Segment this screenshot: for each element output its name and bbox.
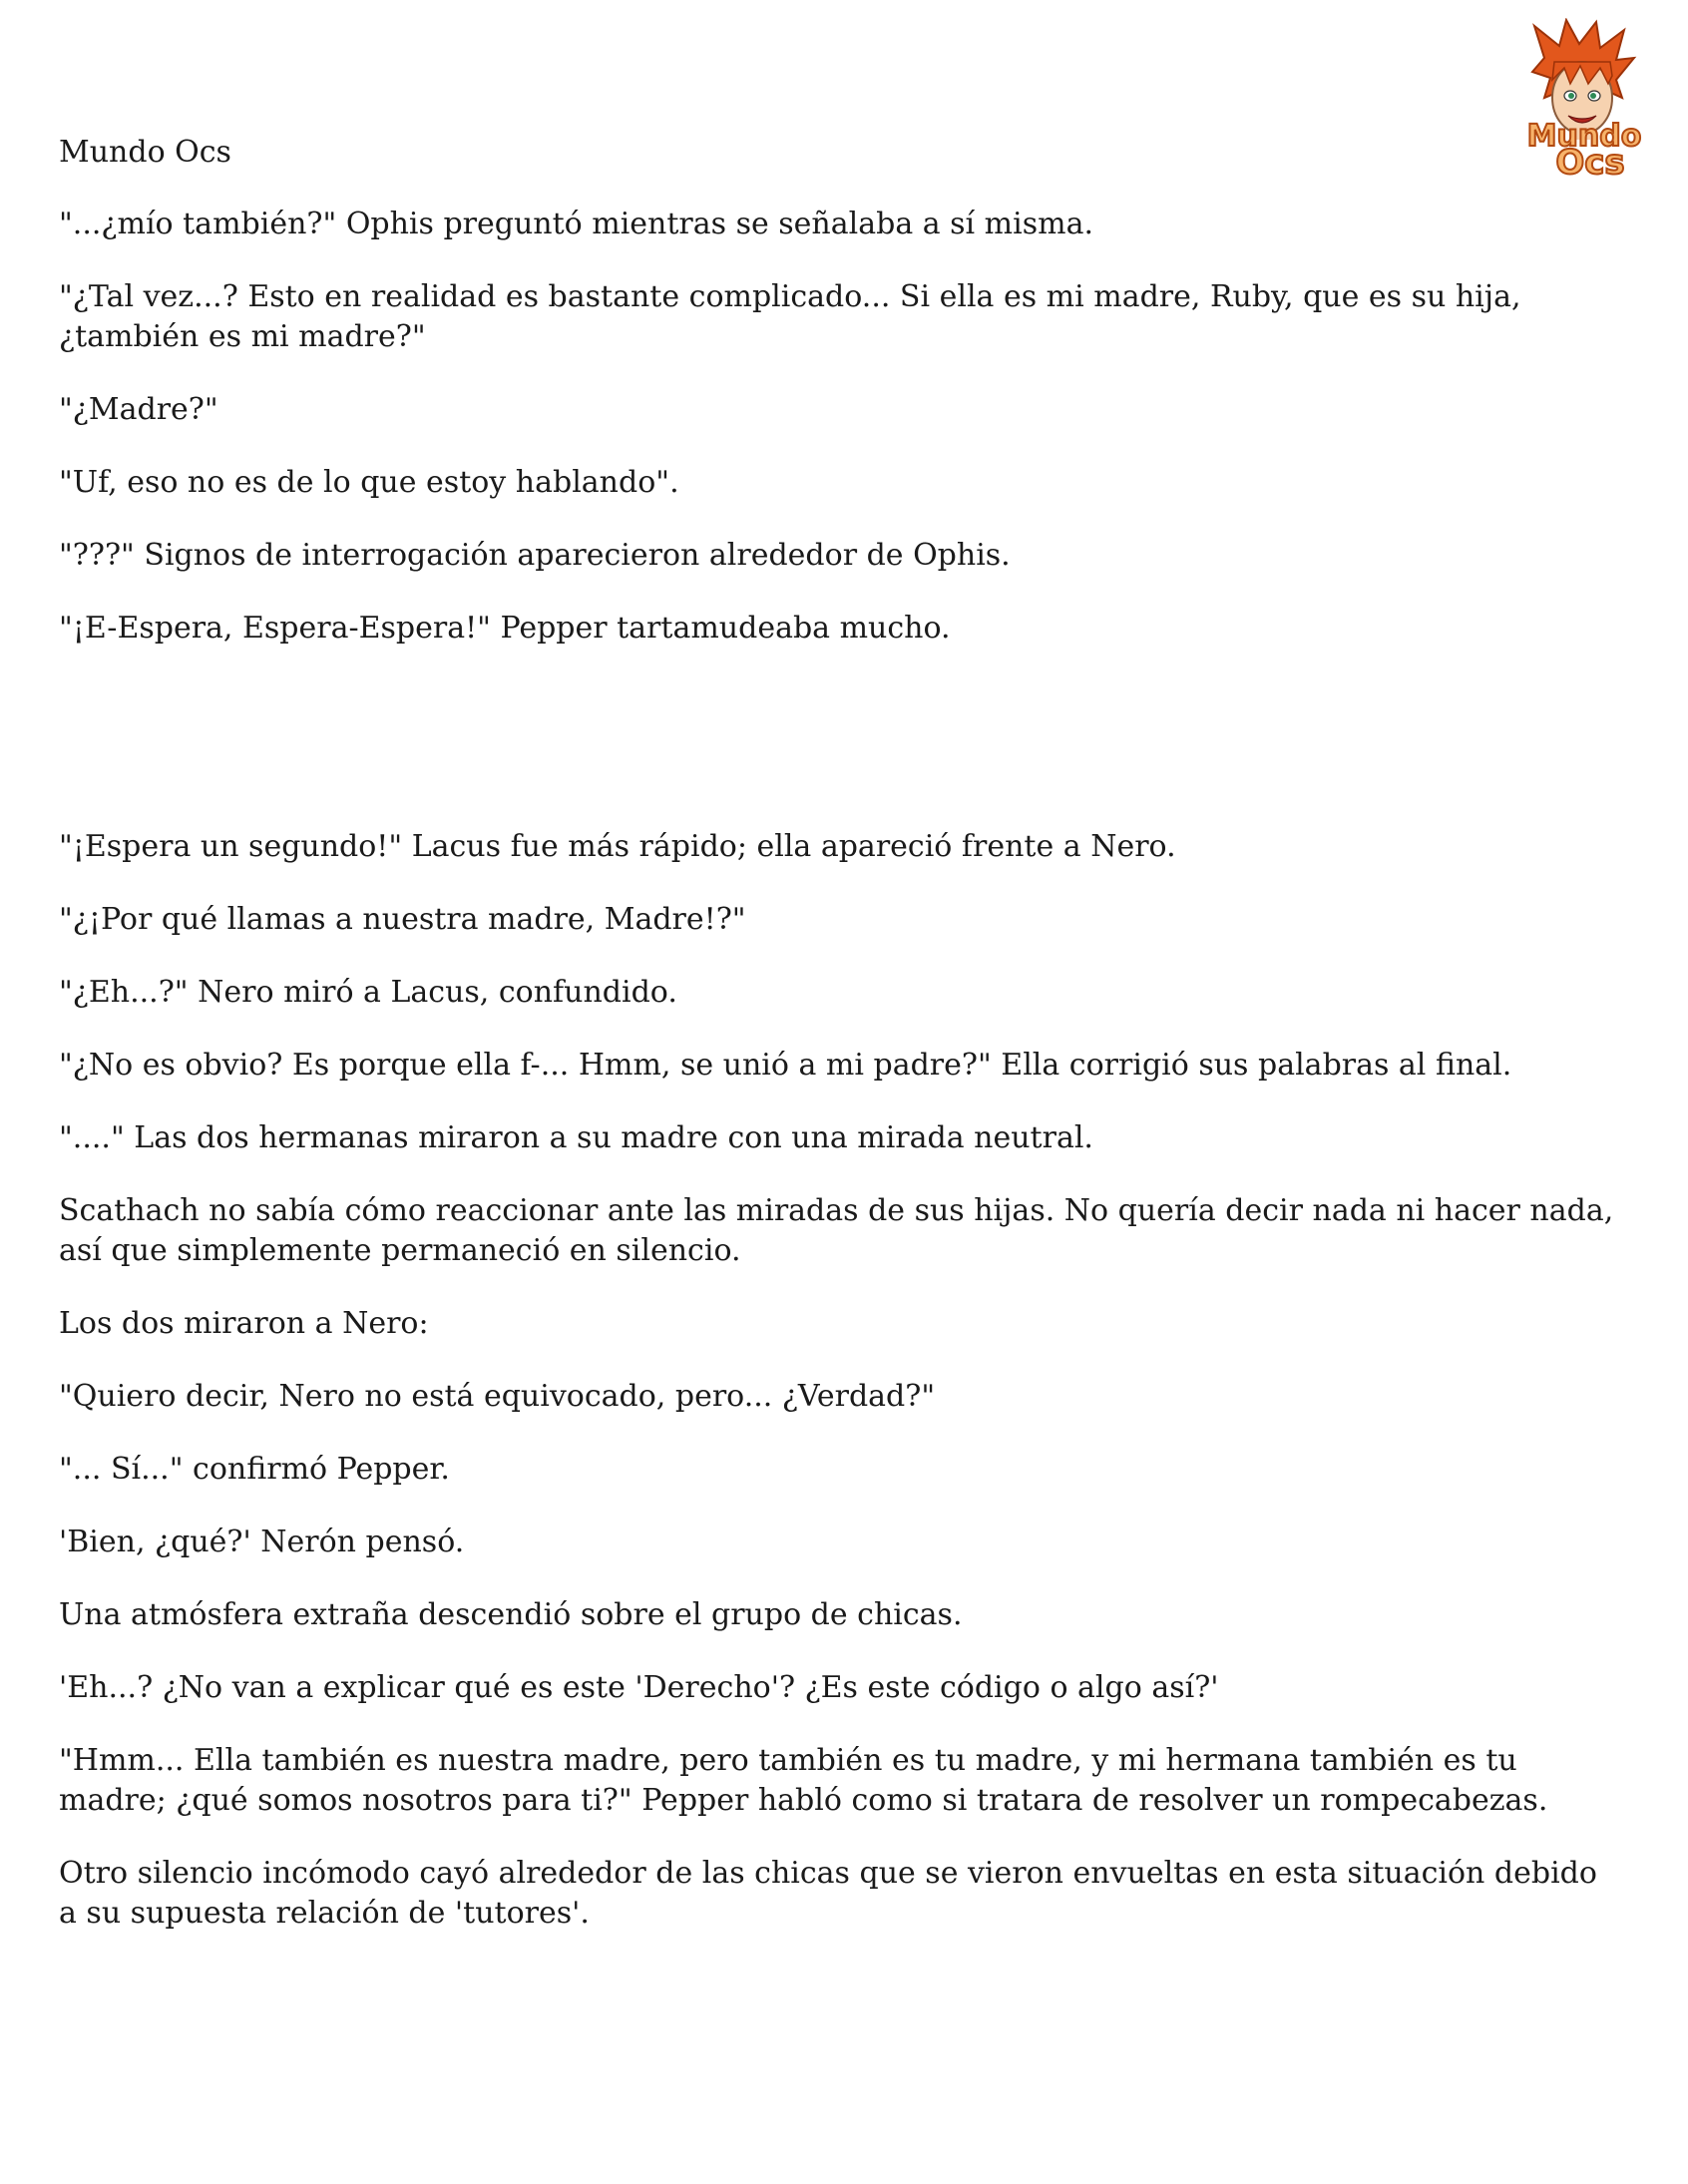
- paragraph-13: Los dos miraron a Nero:: [59, 1306, 429, 1341]
- paragraph-17: Una atmósfera extraña descendió sobre el grupo de chicas.: [59, 1597, 963, 1632]
- paragraph-7: "¡Espera un segundo!" Lacus fue más rápido; ella apareció frente a Nero.: [59, 829, 1176, 864]
- paragraph-18: 'Eh...? ¿No van a explicar qué es este 'Derecho'? ¿Es este código o algo así?': [59, 1670, 1219, 1705]
- logo-text-line2: Ocs: [1555, 143, 1625, 180]
- paragraph-20: Otro silencio incómodo cayó alrededor de las chicas que se vieron envueltas en esta situación debido a su supuesta relación de 'tutores'.: [59, 1856, 1597, 1931]
- paragraph-6: "¡E-Espera, Espera-Espera!" Pepper tartamudeaba mucho.: [59, 611, 951, 646]
- paragraph-9: "¿Eh...?" Nero miró a Lacus, confundido.: [59, 975, 677, 1010]
- paragraph-19: "Hmm... Ella también es nuestra madre, pero también es tu madre, y mi hermana también es tu madre; ¿qué somos nosotros para ti?" Pepper habló como si tratara de resolver un rompecabezas.: [59, 1743, 1548, 1818]
- paragraph-14: "Quiero decir, Nero no está equivocado, pero... ¿Verdad?": [59, 1379, 936, 1414]
- paragraph-4: "Uf, eso no es de lo que estoy hablando".: [59, 465, 679, 500]
- paragraph-16: 'Bien, ¿qué?' Nerón pensó.: [59, 1525, 465, 1559]
- paragraph-12: Scathach no sabía cómo reaccionar ante las miradas de sus hijas. No quería decir nada ni hacer nada, así que simplemente permaneció en silencio.: [59, 1193, 1614, 1268]
- mundo-ocs-logo-icon: [1504, 18, 1664, 180]
- paragraph-10: "¿No es obvio? Es porque ella f-... Hmm, se unió a mi padre?" Ella corrigió sus palabras al final.: [59, 1048, 1512, 1083]
- site-name-header: Mundo Ocs: [59, 135, 231, 170]
- paragraph-1: "...¿mío también?" Ophis preguntó mientras se señalaba a sí misma.: [59, 207, 1093, 241]
- paragraph-3: "¿Madre?": [59, 392, 218, 427]
- paragraph-2: "¿Tal vez...? Esto en realidad es bastante complicado... Si ella es mi madre, Ruby, que es su hija, ¿también es mi madre?": [59, 279, 1521, 354]
- paragraph-11: "...." Las dos hermanas miraron a su madre con una mirada neutral.: [59, 1120, 1093, 1155]
- paragraph-8: "¿¡Por qué llamas a nuestra madre, Madre!?": [59, 902, 746, 937]
- logo-text-line1: Mundo: [1526, 119, 1642, 154]
- paragraph-15: "... Sí..." confirmó Pepper.: [59, 1452, 450, 1487]
- paragraph-5: "???" Signos de interrogación aparecieron alrededor de Ophis.: [59, 538, 1011, 573]
